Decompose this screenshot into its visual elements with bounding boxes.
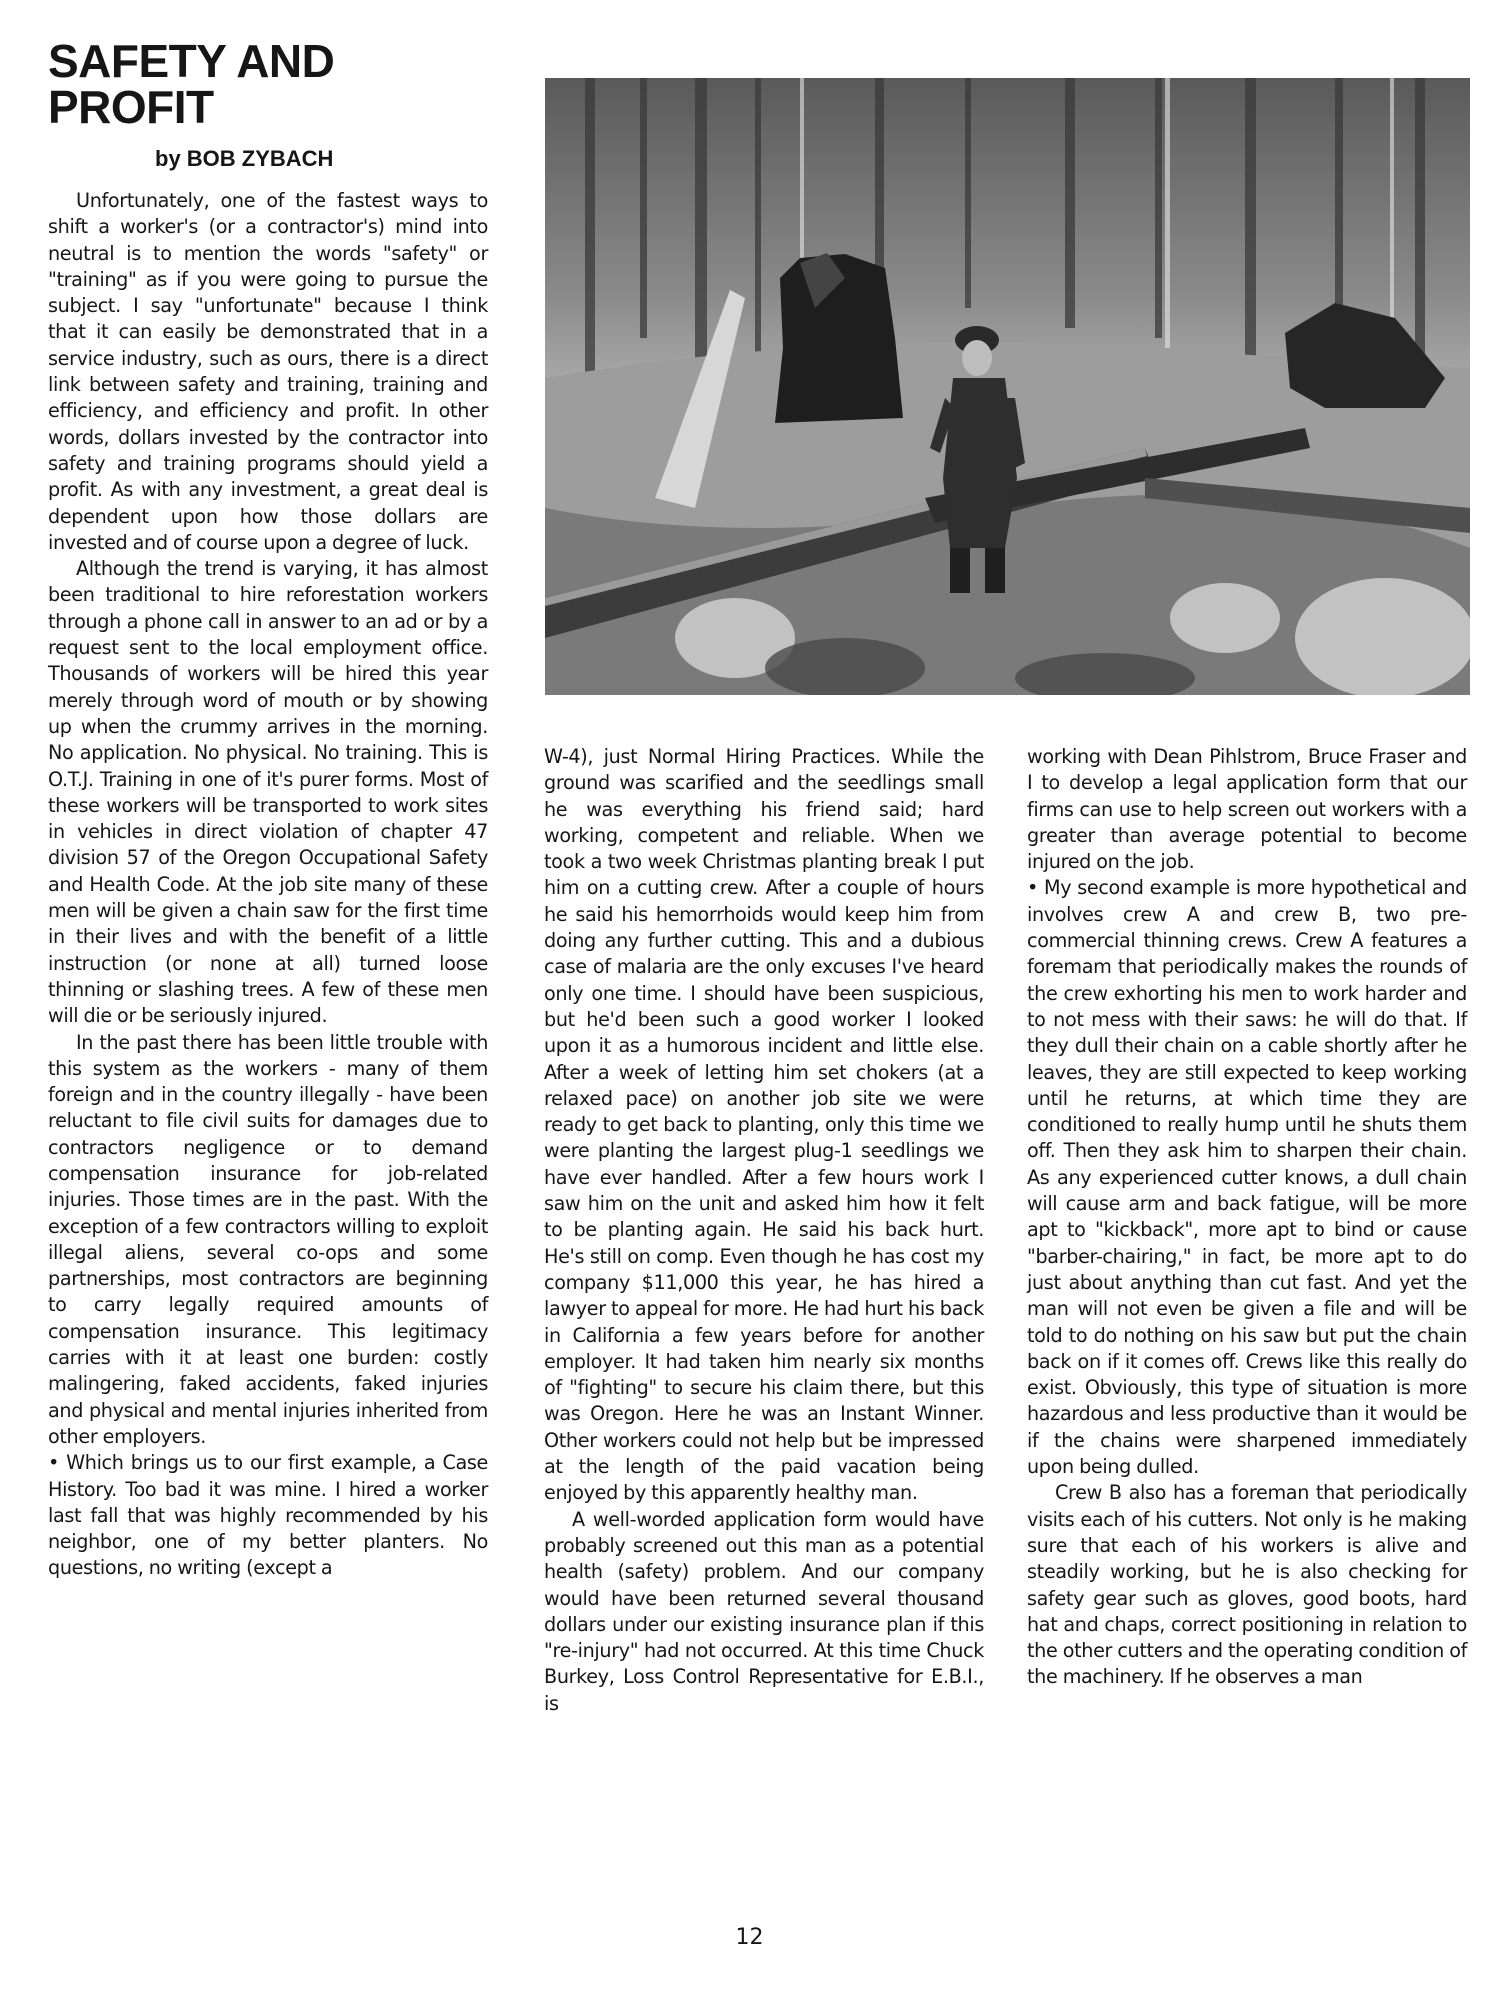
paragraph: W-4), just Normal Hiring Practices. While the ground was scarified and the seedlings small he was everything his friend said; hard working, competent and reliable. When we took a two week Christmas planting break I put him on a cutting crew. After a couple of hours he said his hemorrhoids would keep him from doing any further cutting. This and a dubious case of malaria are the only excuses I've heard only one time. I should have been suspicious, but he'd been such a good worker I looked upon it as a humorous incident and little else. After a week of letting him set chokers (at a relaxed pace) on another job site we were ready to get back to planting, only this time we were planting the largest plug-1 seedlings we have ever handled. After a few hours work I saw him on the unit and asked him how it felt to be planting again. He said his back hurt. He's still on comp. Even though he has cost my company $11,000 this year, he has hired a lawyer to appeal for more. He had hurt his back in California a few years before for another employer. It had taken him nearly six months of "fighting" to secure his claim there, but this was Oregon. Here he was an Instant Winner. Other workers could not help but be impressed at the length of the paid vacation being enjoyed by this apparently healthy man. (544, 745, 984, 1505)
bullet-paragraph: • Which brings us to our first example, a Case History. Too bad it was mine. I hired a worker last fall that was highly recommended by his neighbor, one of my better planters. No questions, no writing (except a (48, 1451, 488, 1580)
text-column-2 (544, 744, 984, 1717)
paragraph: In the past there has been little trouble with this system as the workers - many of them foreign and in the country illegally - have been reluctant to file civil suits for damages due to contractors negligence or to demand compensation insurance for job-related injuries. Those times are in the past. With the exception of a few contractors willing to exploit illegal aliens, several co-ops and some partnerships, most contractors are beginning to carry legally required amounts of compensation insurance. This legitimacy carries with it at least one burden: costly malingering, faked accidents, faked injuries and physical and mental injuries inherited from other employers. (48, 1030, 488, 1448)
paragraph: Unfortunately, one of the fastest ways to shift a worker's (or a contractor's) mind into neutral is to mention the words "safety" or "training" as if you were going to pursue the subject. I say "unfortunate" because I think that it can easily be demonstrated that in a service industry, such as ours, there is a direct link between safety and training, training and efficiency, and efficiency and profit. In other words, dollars invested by the contractor into safety and training programs should yield a profit. As with any investment, a great deal is dependent upon how those dollars are invested and of course upon a degree of luck. (48, 189, 488, 554)
article-title: SAFETY AND PROFIT (48, 35, 335, 133)
text-column-1 (48, 188, 488, 1582)
page-number: 12 (735, 1925, 764, 1950)
article-photo (545, 78, 1470, 695)
forest-worker-photo (545, 78, 1470, 695)
paragraph: Crew B also has a foreman that periodically visits each of his cutters. Not only is he making sure that each of his workers is alive and steadily working, but he is also checking for safety gear such as gloves, good boots, hard hat and chaps, correct positioning in relation to the other cutters and the operating condition of the machinery. If he observes a man (1027, 1481, 1467, 1689)
paragraph: A well-worded application form would have probably screened out this man as a potential health (safety) problem. And our company would have been returned several thousand dollars under our existing insurance plan if this "re-injury" had not occurred. At this time Chuck Burkey, Loss Control Representative for E.B.I., is (544, 1507, 984, 1715)
paragraph: Although the trend is varying, it has almost been traditional to hire reforestation workers through a phone call in answer to an ad or by a request sent to the local employment office. Thousands of workers will be hired this year merely through word of mouth or by showing up when the crummy arrives in the morning. No application. No physical. No training. This is O.T.J. Training in one of it's purer forms. Most of these workers will be transported to work sites in vehicles in direct violation of chapter 47 division 57 of the Oregon Occupational Safety and Health Code. At the job site many of these men will be given a chain saw for the first time in their lives and with the benefit of a little instruction (or none at all) turned loose thinning or slashing trees. A few of these men will die or be seriously injured. (48, 557, 488, 1028)
article-byline: by BOB ZYBACH (155, 146, 334, 171)
bullet-paragraph: • My second example is more hypothetical and involves crew A and crew B, two pre-commercial thinning crews. Crew A features a foremam that periodically makes the rounds of the crew exhorting his men to work harder and to not mess with their saws: he will do that. If they dull their chain on a cable shortly after he leaves, they are still expected to keep working until he returns, at which time they are conditioned to really hump until he shuts them off. Then they ask him to sharpen their chain. As any experienced cutter knows, a dull chain will cause arm and back fatigue, will be more apt to "kickback", more apt to bind or cause "barber-chairing," in fact, be more apt to do just about anything than cut fast. And yet the man will not even be given a file and will be told to do nothing on his saw but put the chain back on if it comes off. Crews like this really do exist. Obviously, this type of situation is more hazardous and less productive than it would be if the chains were sharpened immediately upon being dulled. (1027, 876, 1467, 1479)
paragraph: working with Dean Pihlstrom, Bruce Fraser and I to develop a legal application form that our firms can use to help screen out workers with a greater than average potential to become injured on the job. (1027, 745, 1467, 874)
text-column-3 (1027, 744, 1467, 1691)
